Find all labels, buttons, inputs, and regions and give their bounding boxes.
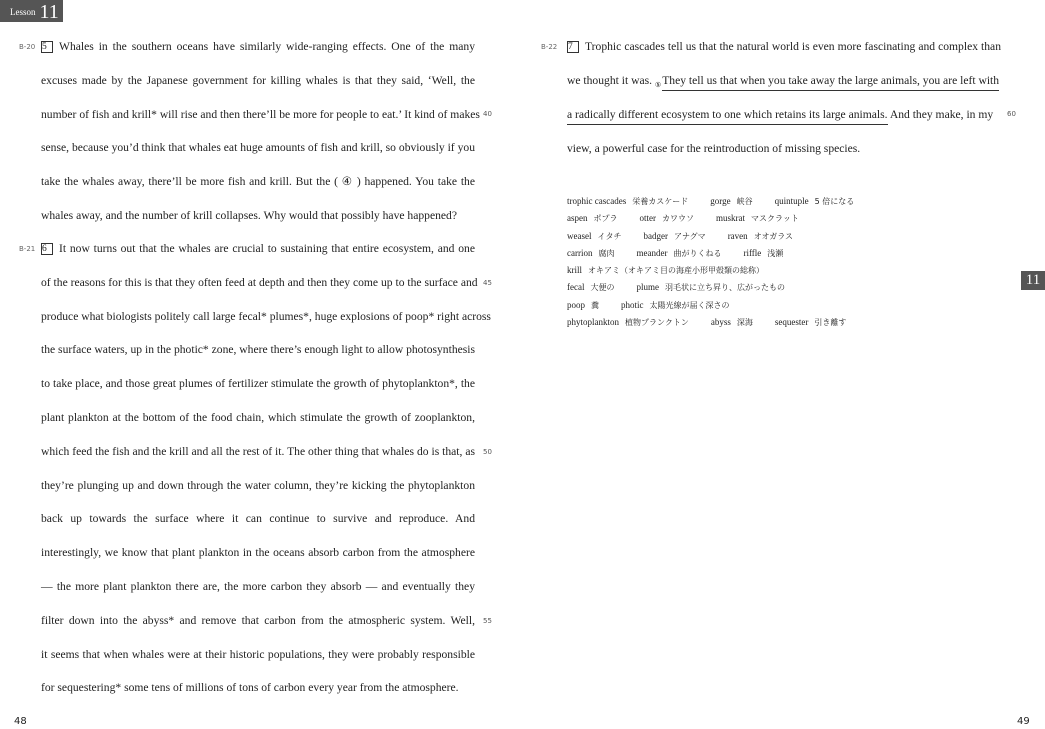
- paragraph-7-line-4: [567, 142, 1001, 156]
- glossary-term: badger: [643, 230, 668, 241]
- glossary-definition: 植物プランクトン: [625, 318, 689, 328]
- text-line: [41, 107, 480, 142]
- text-line: [41, 479, 475, 513]
- line-text: filter down into the abyss* and remove that carbon from the atmospheric system. Well,: [41, 613, 475, 627]
- glossary-definition: 腐肉: [598, 248, 615, 258]
- page-number-left: 48: [14, 716, 27, 727]
- glossary-definition: 太陽光線が届く深さの: [649, 300, 730, 310]
- glossary-definition: 曲がりくねる: [673, 248, 722, 258]
- line-text: interestingly, we know that plant plankton in the oceans absorb carbon from the atmosphere: [41, 546, 475, 560]
- line-text: It now turns out that the whales are crucial to sustaining that entire ecosystem, and one: [59, 242, 475, 255]
- line-number: 45: [483, 279, 492, 287]
- glossary-term: otter: [639, 213, 656, 224]
- glossary-definition: イタチ: [597, 231, 622, 241]
- glossary-definition: マスクラット: [751, 214, 799, 224]
- lesson-number: 11: [39, 1, 59, 23]
- glossary-term: sequester: [774, 317, 809, 328]
- glossary-definition: ポプラ: [593, 214, 618, 224]
- line-text: number of fish and krill* will rise and then there’ll be more for people to eat.’ It kind of makes: [41, 107, 480, 121]
- text-line: [41, 40, 475, 74]
- glossary-definition: 5 倍になる: [814, 197, 855, 206]
- line-text: it seems that when whales were at their historic populations, they were probably responsible: [41, 647, 475, 661]
- text-line: [41, 209, 475, 243]
- paragraph-7-line-1: [567, 40, 1001, 54]
- glossary-term: abyss: [710, 317, 731, 328]
- lesson-side-tab: 11: [1021, 271, 1045, 290]
- text-line: [41, 580, 475, 614]
- glossary-definition: 栄養カスケード: [632, 197, 689, 206]
- text-line: [41, 175, 475, 209]
- glossary: [567, 193, 876, 331]
- para7-text: view, a powerful case for the reintroduction of missing species.: [567, 142, 861, 155]
- text-line: [41, 648, 475, 682]
- underline-marker: ⑤: [654, 81, 662, 89]
- line-text: the surface waters, up in the photic* zone, where there’s enough light to allow photosynthesis: [41, 343, 476, 357]
- glossary-term: aspen: [567, 213, 588, 224]
- glossary-term: gorge: [710, 196, 731, 206]
- glossary-row: [567, 210, 876, 227]
- text-line: [41, 242, 475, 276]
- line-text: whales away, and the number of krill collapses. Why would that possibly have happened?: [41, 209, 457, 222]
- text-line: [41, 614, 475, 648]
- text-line: [41, 275, 478, 310]
- glossary-term: muskrat: [716, 213, 745, 224]
- underlined-sentence: a radically different ecosystem to one which retains its large animals.: [567, 108, 888, 125]
- text-line: [41, 377, 475, 411]
- glossary-definition: 大便の: [590, 283, 615, 293]
- line-text: back up towards the surface where it can continue to survive and reproduce. And: [41, 512, 475, 526]
- glossary-definition: 深海: [736, 318, 753, 328]
- line-number: 40: [483, 110, 492, 118]
- glossary-term: raven: [727, 230, 748, 241]
- paragraph-7-line-2: [567, 74, 1001, 92]
- line-text: sense, because you’d think that whales eat huge amounts of fish and krill, so obviously if you: [41, 141, 475, 155]
- text-line: [41, 512, 475, 546]
- text-line: [41, 445, 475, 479]
- glossary-term: quintuple: [774, 196, 809, 206]
- underlined-sentence: They tell us that when you take away the large animals, you are left with: [662, 74, 999, 91]
- glossary-term: weasel: [567, 230, 592, 241]
- glossary-row: [567, 314, 876, 331]
- glossary-term: trophic cascades: [567, 196, 627, 206]
- para7-text: Trophic cascades tell us that the natural world is even more fascinating and complex than: [585, 40, 1001, 53]
- text-line: [41, 681, 475, 715]
- text-line: [41, 309, 491, 344]
- glossary-definition: オオガラス: [753, 231, 793, 241]
- glossary-row: [567, 279, 876, 296]
- line-text: produce what biologists politely call large fecal* plumes*, huge explosions of poop* right across: [41, 309, 491, 323]
- glossary-definition: オキアミ（オキアミ目の海産小形甲殻類の総称）: [588, 266, 764, 276]
- line-text: plant plankton at the bottom of the food chain, which stimulate the growth of zooplankton,: [41, 411, 475, 424]
- line-text: take the whales away, there’ll be more fish and krill. But the ( ④ ) happened. You take the: [41, 175, 475, 189]
- track-code: B-21: [19, 245, 36, 253]
- track-code: B-22: [541, 43, 558, 51]
- line-number: 60: [1007, 110, 1016, 118]
- glossary-term: fecal: [567, 282, 585, 293]
- line-text: Whales in the southern oceans have similarly wide-ranging effects. One of the many: [59, 40, 475, 53]
- glossary-definition: アナグマ: [674, 231, 706, 241]
- paragraph-number: 6: [41, 243, 53, 255]
- text-line: [41, 411, 475, 445]
- glossary-definition: 浅瀬: [767, 248, 784, 258]
- text-line: [41, 141, 475, 175]
- glossary-row: [567, 262, 876, 279]
- paragraph-number: 5: [41, 41, 53, 53]
- line-text: to take place, and those great plumes of fertilizer stimulate the growth of phytoplankton*, the: [41, 377, 475, 391]
- glossary-term: carrion: [567, 247, 593, 258]
- text-line: [41, 546, 475, 580]
- line-text: for sequestering* some tens of millions of tons of carbon every year from the atmosphere.: [41, 681, 459, 695]
- text-line: [41, 74, 475, 108]
- lesson-header-tab: [0, 0, 63, 22]
- line-text: which feed the fish and the krill and all the rest of it. The other thing that whales do is that, as: [41, 444, 475, 458]
- para7-text: And they make, in my: [889, 108, 994, 121]
- line-text: of the reasons for this is that they often feed at depth and then they come up to the surface and: [41, 275, 478, 289]
- paragraph-number: 7: [567, 41, 579, 53]
- glossary-term: krill: [567, 265, 582, 276]
- paragraph-7-line-3: [567, 108, 1001, 122]
- glossary-row: [567, 193, 876, 210]
- para7-text: we thought it was.: [567, 74, 653, 87]
- glossary-term: phytoplankton: [567, 317, 619, 328]
- glossary-row: [567, 245, 876, 262]
- page-number-right: 49: [1017, 716, 1030, 727]
- lesson-label: Lesson: [10, 7, 36, 17]
- glossary-definition: 引き離す: [814, 318, 847, 328]
- glossary-definition: カワウソ: [662, 214, 694, 224]
- line-number: 50: [483, 448, 492, 456]
- line-text: excuses made by the Japanese government for killing whales is that they said, ‘Well, the: [41, 73, 475, 87]
- glossary-row: [567, 297, 876, 314]
- glossary-term: plume: [636, 282, 659, 293]
- line-number: 55: [483, 617, 492, 625]
- glossary-definition: 羽毛状に立ち昇り、広がったもの: [664, 283, 785, 293]
- line-text: they’re plunging up and down through the water column, they’re kicking the phytoplankton: [41, 478, 475, 492]
- glossary-row: [567, 228, 876, 245]
- line-text: — the more plant plankton there are, the more carbon they absorb — and eventually they: [41, 580, 475, 593]
- glossary-term: poop: [567, 299, 585, 310]
- glossary-term: riffle: [743, 247, 762, 258]
- track-code: B-20: [19, 43, 36, 51]
- glossary-definition: 峡谷: [736, 197, 753, 206]
- glossary-term: photic: [621, 299, 644, 310]
- text-line: [41, 343, 475, 377]
- glossary-definition: 糞: [591, 300, 599, 310]
- glossary-term: meander: [636, 247, 668, 258]
